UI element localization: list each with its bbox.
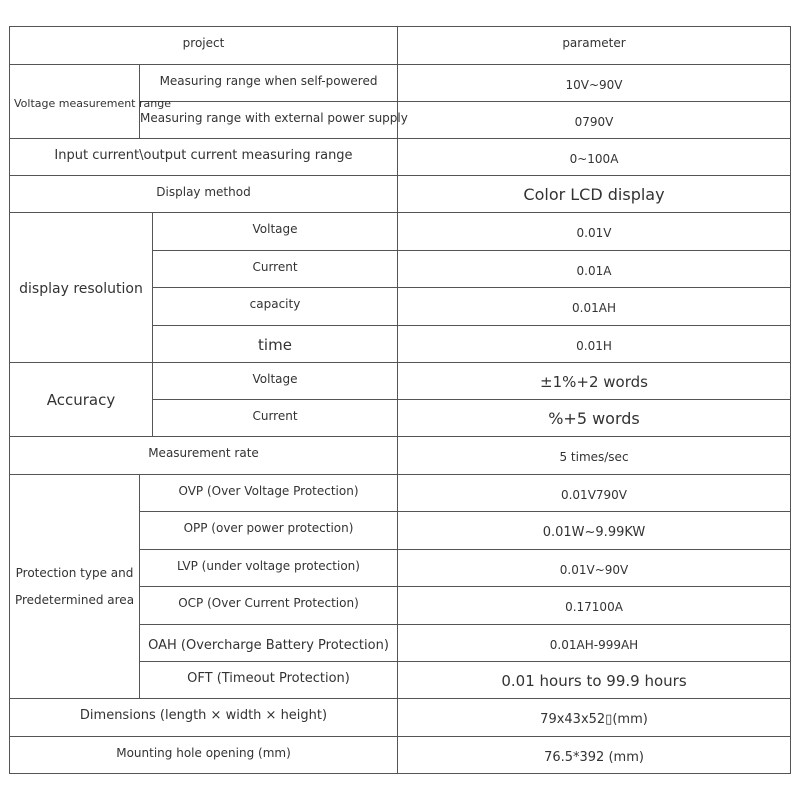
voltage-range-group-label: Voltage measurement range bbox=[10, 65, 140, 139]
accuracy-voltage-value: ±1%+2 words bbox=[398, 363, 791, 400]
project-header: project bbox=[10, 27, 398, 65]
dimensions-label: Dimensions (length × width × height) bbox=[10, 699, 398, 737]
table-row bbox=[10, 139, 791, 176]
dimensions-value: 79x43x52▯(mm) bbox=[398, 699, 791, 737]
display-method-value: Color LCD display bbox=[398, 176, 791, 213]
resolution-current-label: Current bbox=[153, 251, 398, 288]
protection-ocp-label: OCP (Over Current Protection) bbox=[140, 587, 398, 625]
resolution-voltage-value: 0.01V bbox=[398, 213, 791, 251]
measurement-rate-value: 5 times/sec bbox=[398, 437, 791, 475]
protection-group-label-line1: Protection type and bbox=[15, 565, 134, 580]
resolution-capacity-label: capacity bbox=[153, 288, 398, 326]
table-row bbox=[10, 475, 791, 512]
resolution-capacity-value: 0.01AH bbox=[398, 288, 791, 326]
protection-ovp-label: OVP (Over Voltage Protection) bbox=[140, 475, 398, 512]
protection-lvp-value: 0.01V~90V bbox=[398, 550, 791, 587]
table-row bbox=[10, 65, 791, 102]
resolution-group-label: display resolution bbox=[10, 213, 153, 363]
external-supply-label: Measuring range with external power supply bbox=[140, 102, 398, 139]
mounting-label: Mounting hole opening (mm) bbox=[10, 737, 398, 774]
protection-lvp-label: LVP (under voltage protection) bbox=[140, 550, 398, 587]
accuracy-voltage-label: Voltage bbox=[153, 363, 398, 400]
header-row bbox=[10, 27, 791, 65]
table-row bbox=[10, 437, 791, 475]
protection-oft-label: OFT (Timeout Protection) bbox=[140, 662, 398, 699]
current-range-label: Input current\output current measuring range bbox=[10, 139, 398, 176]
resolution-voltage-label: Voltage bbox=[153, 213, 398, 251]
parameter-header: parameter bbox=[398, 27, 791, 65]
table-row bbox=[10, 363, 791, 400]
resolution-current-value: 0.01A bbox=[398, 251, 791, 288]
protection-ocp-value: 0.17100A bbox=[398, 587, 791, 625]
protection-opp-value: 0.01W~9.99KW bbox=[398, 512, 791, 550]
table-row bbox=[10, 176, 791, 213]
mounting-value: 76.5*392 (mm) bbox=[398, 737, 791, 774]
table-row bbox=[10, 699, 791, 737]
table-row bbox=[10, 213, 791, 251]
table-row bbox=[10, 737, 791, 774]
spec-table bbox=[9, 26, 791, 774]
resolution-time-label: time bbox=[153, 326, 398, 363]
resolution-time-value: 0.01H bbox=[398, 326, 791, 363]
protection-oah-value: 0.01AH-999AH bbox=[398, 625, 791, 662]
self-powered-label: Measuring range when self-powered bbox=[140, 65, 398, 102]
protection-oft-value: 0.01 hours to 99.9 hours bbox=[398, 662, 791, 699]
protection-group-label bbox=[10, 475, 140, 699]
accuracy-current-value: %+5 words bbox=[398, 400, 791, 437]
protection-ovp-value: 0.01V790V bbox=[398, 475, 791, 512]
display-method-label: Display method bbox=[10, 176, 398, 213]
measurement-rate-label: Measurement rate bbox=[10, 437, 398, 475]
accuracy-current-label: Current bbox=[153, 400, 398, 437]
current-range-value: 0~100A bbox=[398, 139, 791, 176]
self-powered-value: 10V~90V bbox=[398, 65, 791, 102]
external-supply-value: 0790V bbox=[398, 102, 791, 139]
protection-oah-label: OAH (Overcharge Battery Protection) bbox=[140, 625, 398, 662]
accuracy-group-label: Accuracy bbox=[10, 363, 153, 437]
protection-group-label-line2: Predetermined area bbox=[14, 592, 135, 607]
protection-opp-label: OPP (over power protection) bbox=[140, 512, 398, 550]
